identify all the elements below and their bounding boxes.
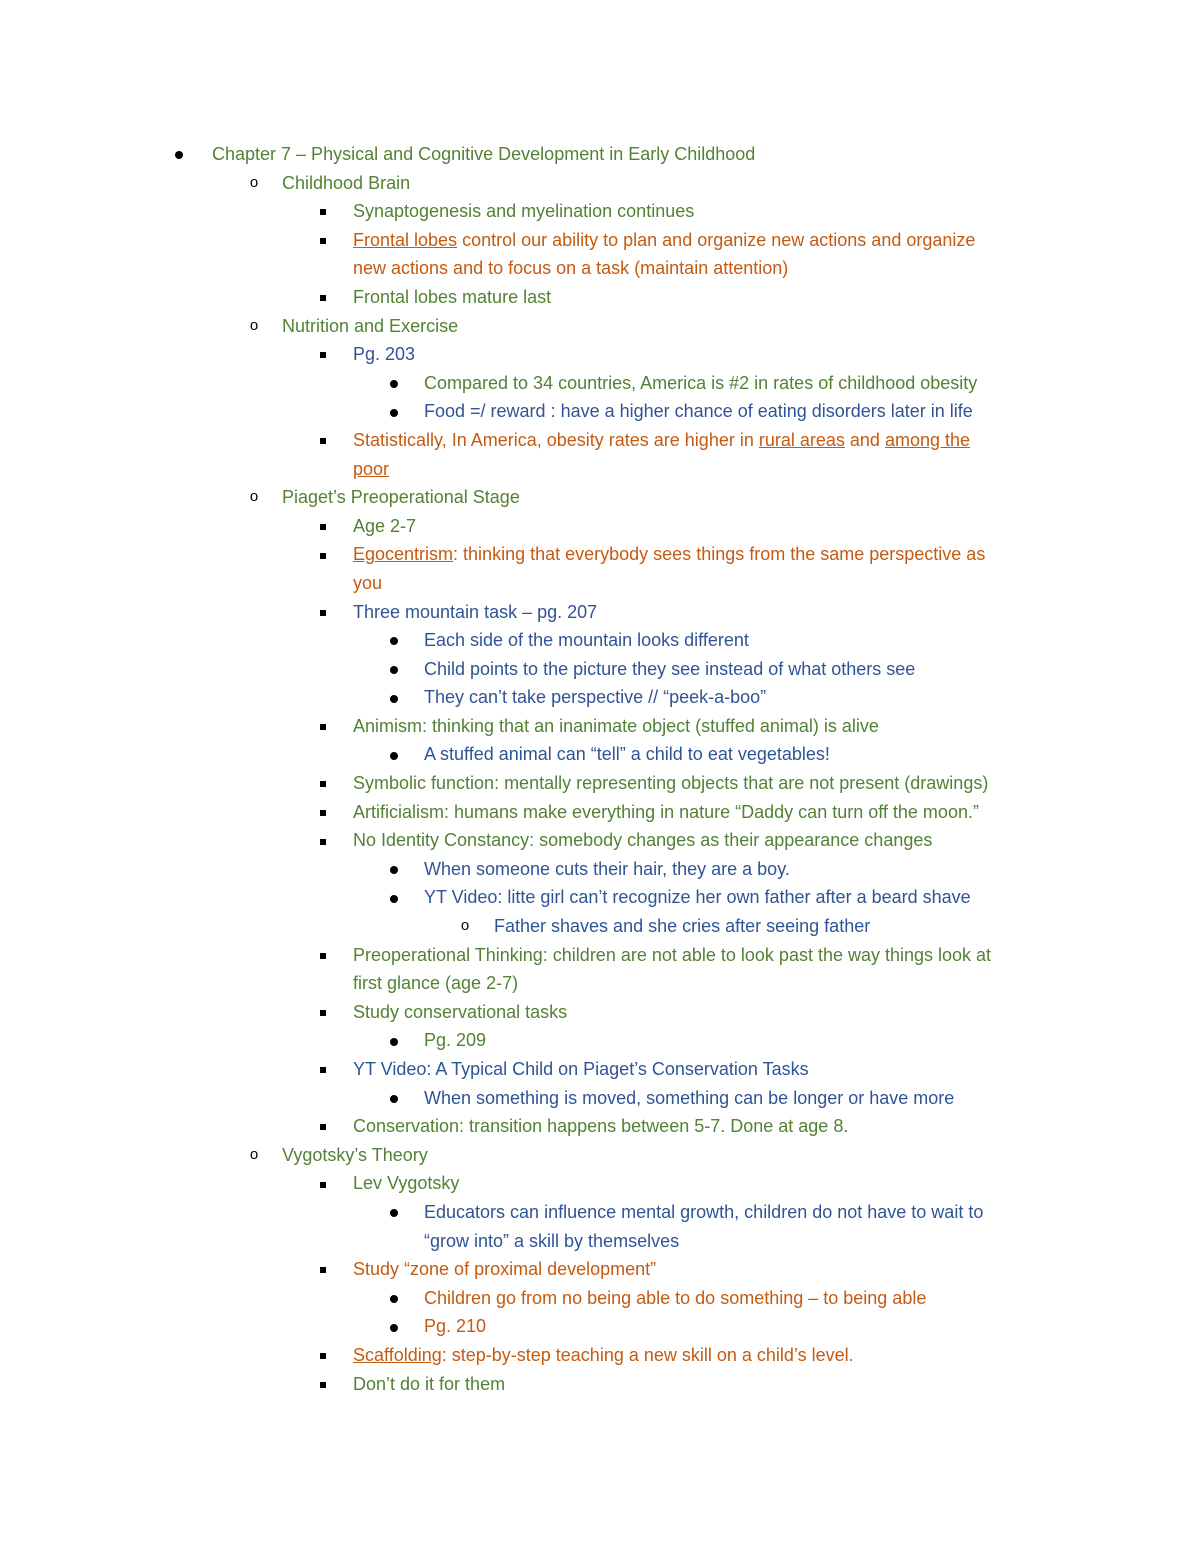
- bullet-square-icon: [316, 712, 330, 741]
- bullet-square-icon: [316, 769, 330, 798]
- list-item-text: Father shaves and she cries after seeing father: [494, 916, 871, 937]
- list-item-text: Children go from no being able to do something – to being able: [424, 1287, 927, 1308]
- list-item: [0, 1198, 1200, 1227]
- bullet-square-icon: [316, 798, 330, 827]
- text-run: control our ability to plan and organize new actions and organize: [457, 229, 976, 250]
- list-item: [0, 369, 1200, 398]
- list-item-text: Don’t do it for them: [353, 1373, 506, 1394]
- bullet-square-icon: [316, 283, 330, 312]
- list-item: [0, 140, 1200, 169]
- section-heading: Vygotsky’s Theory: [282, 1144, 428, 1165]
- bullet-circle-icon: o: [249, 488, 259, 506]
- text-run: Statistically, In America, obesity rates are higher in: [353, 429, 759, 450]
- list-item-text: Compared to 34 countries, America is #2 in rates of childhood obesity: [424, 372, 978, 393]
- list-item-text: When someone cuts their hair, they are a boy.: [424, 858, 790, 879]
- list-item: [0, 426, 1200, 455]
- list-item: [0, 626, 1200, 655]
- section-heading: Piaget’s Preoperational Stage: [282, 487, 520, 508]
- bullet-dot-icon: [387, 397, 401, 426]
- list-item-text: Symbolic function: mentally representing objects that are not present (drawings): [353, 773, 989, 794]
- bullet-dot-icon: [172, 140, 186, 169]
- list-item-text: YT Video: litte girl can’t recognize her own father after a beard shave: [424, 887, 971, 908]
- list-item: [0, 1055, 1200, 1084]
- list-item-text: They can’t take perspective // “peek-a-boo”: [424, 687, 767, 708]
- list-item: [0, 855, 1200, 884]
- list-item-text: Age 2-7: [353, 515, 417, 536]
- list-item: [0, 1370, 1200, 1399]
- bullet-dot-icon: [387, 1084, 401, 1113]
- list-item: [0, 1341, 1200, 1370]
- bullet-square-icon: [316, 340, 330, 369]
- underlined-term: Frontal lobes: [353, 229, 458, 250]
- text-run: : thinking that everybody sees things from the same perspective as: [453, 544, 986, 565]
- list-item: [0, 540, 1200, 569]
- bullet-circle-icon: o: [249, 316, 259, 334]
- list-item: [0, 798, 1200, 827]
- list-item: [0, 683, 1200, 712]
- underlined-term: among the: [884, 429, 970, 450]
- bullet-square-icon: [316, 197, 330, 226]
- list-item: [0, 169, 1200, 198]
- list-item-continuation: [0, 1227, 1200, 1256]
- bullet-dot-icon: [387, 369, 401, 398]
- list-item: [0, 1284, 1200, 1313]
- list-item-text: [353, 426, 970, 455]
- underlined-term: rural areas: [758, 429, 845, 450]
- list-item-text: Three mountain task – pg. 207: [353, 601, 598, 622]
- bullet-dot-icon: [387, 1284, 401, 1313]
- document-page: [0, 140, 1200, 1398]
- underlined-term: Egocentrism: [353, 544, 454, 565]
- list-item-text: [353, 226, 975, 255]
- section-heading: Childhood Brain: [282, 172, 411, 193]
- list-item-text: A stuffed animal can “tell” a child to eat vegetables!: [424, 744, 830, 765]
- list-item: [0, 397, 1200, 426]
- bullet-square-icon: [316, 826, 330, 855]
- bullet-dot-icon: [387, 626, 401, 655]
- list-item-continuation: [0, 254, 1200, 283]
- bullet-dot-icon: [387, 1312, 401, 1341]
- list-item: [0, 1026, 1200, 1055]
- list-item-text: [353, 1341, 854, 1370]
- list-item: [0, 740, 1200, 769]
- bullet-square-icon: [316, 226, 330, 255]
- list-item-text: YT Video: A Typical Child on Piaget’s Conservation Tasks: [353, 1059, 809, 1079]
- bullet-square-icon: [316, 598, 330, 627]
- list-item-text: Frontal lobes mature last: [353, 286, 552, 307]
- list-item-text: [353, 540, 985, 569]
- list-item-text: “grow into” a skill by themselves: [424, 1230, 680, 1251]
- bullet-square-icon: [316, 998, 330, 1027]
- list-item-text: Study “zone of proximal development”: [353, 1259, 657, 1280]
- bullet-circle-icon: o: [249, 1145, 259, 1163]
- list-item: [0, 883, 1200, 912]
- bullet-square-icon: [316, 426, 330, 455]
- list-item-text: Synaptogenesis and myelination continues: [353, 201, 695, 222]
- list-item: [0, 598, 1200, 627]
- list-item-text: Artificialism: humans make everything in nature “Daddy can turn off the moon.”: [353, 801, 979, 822]
- list-item: [0, 1141, 1200, 1170]
- list-item-text: Educators can influence mental growth, children do not have to wait to: [424, 1201, 984, 1222]
- list-item-text: Lev Vygotsky: [353, 1173, 460, 1194]
- list-item: [0, 655, 1200, 684]
- bullet-square-icon: [316, 941, 330, 970]
- bullet-dot-icon: [387, 855, 401, 884]
- list-item: [0, 1312, 1200, 1341]
- underlined-term: Scaffolding: [353, 1344, 442, 1365]
- list-item-text: Conservation: transition happens between 5-7. Done at age 8.: [353, 1116, 849, 1137]
- list-item: [0, 912, 1200, 941]
- list-item: [0, 197, 1200, 226]
- list-item-text: first glance (age 2-7): [353, 973, 519, 994]
- list-item: [0, 712, 1200, 741]
- bullet-square-icon: [316, 1370, 330, 1399]
- bullet-circle-icon: o: [249, 173, 259, 191]
- list-item: [0, 312, 1200, 341]
- list-item: [0, 226, 1200, 255]
- bullet-square-icon: [316, 1255, 330, 1284]
- list-item-text: Child points to the picture they see instead of what others see: [424, 658, 916, 679]
- bullet-square-icon: [316, 1112, 330, 1141]
- bullet-square-icon: [316, 1055, 330, 1084]
- text-run: and: [844, 429, 885, 450]
- list-item-text: new actions and to focus on a task (maintain attention): [353, 258, 789, 279]
- list-item-text: Pg. 210: [424, 1316, 487, 1337]
- list-item: [0, 769, 1200, 798]
- bullet-dot-icon: [387, 1026, 401, 1055]
- underlined-term: poor: [353, 458, 390, 479]
- list-item-continuation: [0, 969, 1200, 998]
- chapter-heading: Chapter 7 – Physical and Cognitive Development in Early Childhood: [212, 144, 756, 164]
- list-item-text: Each side of the mountain looks different: [424, 630, 749, 651]
- bullet-dot-icon: [387, 655, 401, 684]
- list-item: [0, 998, 1200, 1027]
- list-item: [0, 283, 1200, 312]
- list-item-text: Food =/ reward : have a higher chance of eating disorders later in life: [424, 401, 973, 422]
- list-item: [0, 512, 1200, 541]
- list-item: [0, 826, 1200, 855]
- list-item: [0, 1112, 1200, 1141]
- list-item-text: Study conservational tasks: [353, 1001, 568, 1022]
- list-item-text: you: [353, 572, 383, 593]
- list-item-continuation: [0, 455, 1200, 484]
- list-item: [0, 483, 1200, 512]
- list-item-text: Animism: thinking that an inanimate object (stuffed animal) is alive: [353, 715, 879, 736]
- list-item: [0, 1255, 1200, 1284]
- list-item-text: No Identity Constancy: somebody changes as their appearance changes: [353, 830, 933, 851]
- list-item: [0, 340, 1200, 369]
- list-item-continuation: [0, 569, 1200, 598]
- list-item-text: Pg. 209: [424, 1030, 487, 1051]
- list-item: [0, 1084, 1200, 1113]
- list-item-text: When something is moved, something can be longer or have more: [424, 1087, 955, 1108]
- list-item-text: Preoperational Thinking: children are not able to look past the way things look at: [353, 944, 992, 965]
- bullet-circle-icon: o: [460, 917, 470, 935]
- bullet-square-icon: [316, 512, 330, 541]
- list-item: [0, 941, 1200, 970]
- bullet-square-icon: [316, 1341, 330, 1370]
- text-run: : step-by-step teaching a new skill on a child’s level.: [441, 1344, 854, 1365]
- bullet-dot-icon: [387, 683, 401, 712]
- list-item-text: Pg. 203: [353, 344, 416, 365]
- bullet-dot-icon: [387, 740, 401, 769]
- section-heading: Nutrition and Exercise: [282, 315, 459, 336]
- bullet-dot-icon: [387, 1198, 401, 1227]
- bullet-dot-icon: [387, 883, 401, 912]
- bullet-square-icon: [316, 540, 330, 569]
- list-item: [0, 1169, 1200, 1198]
- bullet-square-icon: [316, 1169, 330, 1198]
